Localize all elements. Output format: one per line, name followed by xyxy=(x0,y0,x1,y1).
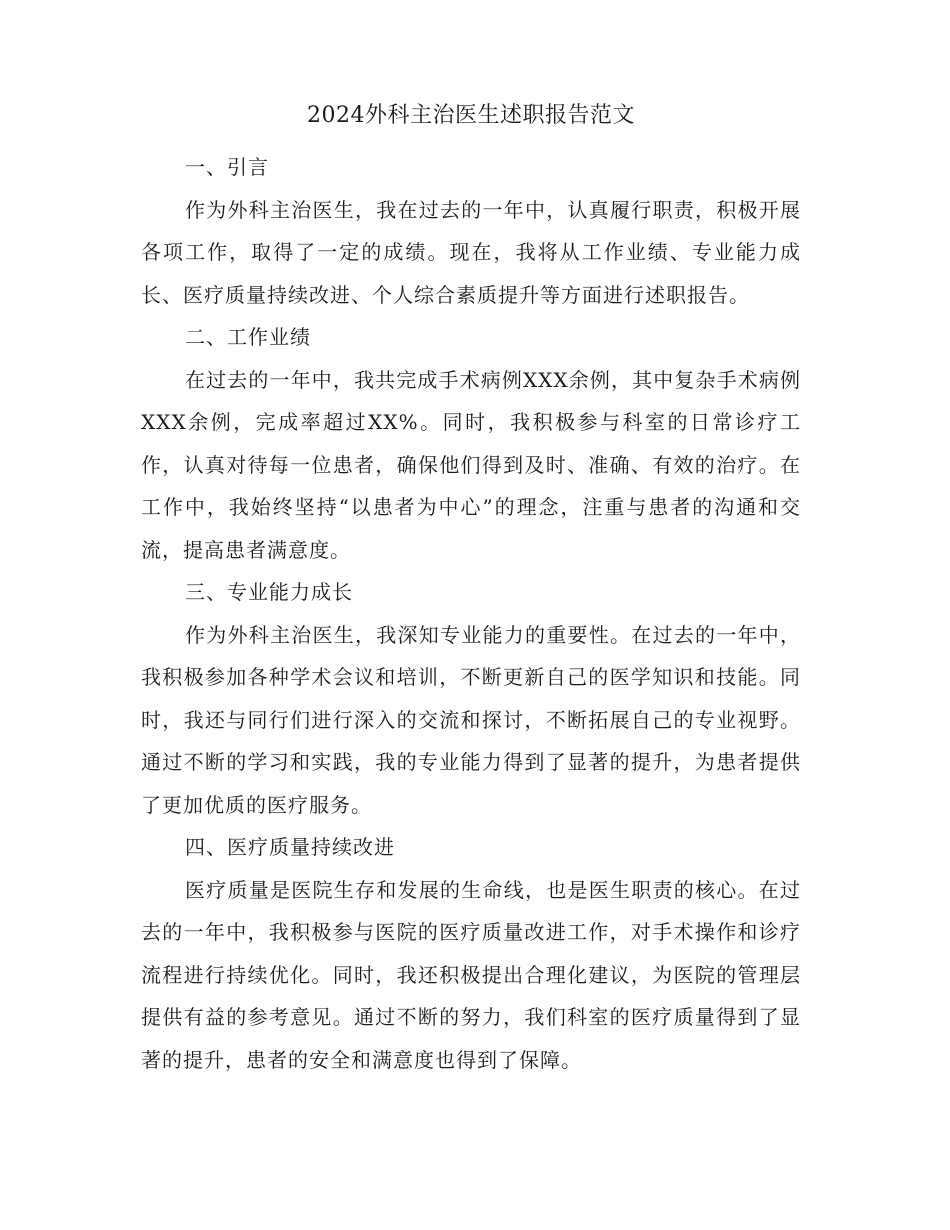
section-quality-improvement xyxy=(141,826,801,1081)
section-paragraph: 作为外科主治医生，我深知专业能力的重要性。在过去的一年中，我积极参加各种学术会议和培训，不断更新自己的医学知识和技能。同时，我还与同行们进行深入的交流和探讨，不断拓展自己的专业视野。通过不断的学习和实践，我的专业能力得到了显著的提升，为患者提供了更加优质的医疗服务。 xyxy=(141,622,801,817)
document-title: 2024外科主治医生述职报告范文 xyxy=(307,103,635,128)
document-page xyxy=(141,100,801,1081)
section-heading: 二、工作业绩 xyxy=(185,325,311,349)
section-heading: 一、引言 xyxy=(185,155,269,179)
section-paragraph: 作为外科主治医生，我在过去的一年中，认真履行职责，积极开展各项工作，取得了一定的成绩。现在，我将从工作业绩、专业能力成长、医疗质量持续改进、个人综合素质提升等方面进行述职报告。 xyxy=(141,197,801,307)
section-heading: 三、专业能力成长 xyxy=(185,580,353,604)
section-professional-growth xyxy=(141,571,801,826)
section-paragraph: 医疗质量是医院生存和发展的生命线，也是医生职责的核心。在过去的一年中，我积极参与医院的医疗质量改进工作，对手术操作和诊疗流程进行持续优化。同时，我还积极提出合理化建议，为医院的管理层提供有益的参考意见。通过不断的努力，我们科室的医疗质量得到了显著的提升，患者的安全和满意度也得到了保障。 xyxy=(141,877,801,1072)
section-heading: 四、医疗质量持续改进 xyxy=(185,835,395,859)
section-work-performance xyxy=(141,316,801,571)
section-introduction xyxy=(141,146,801,316)
section-paragraph: 在过去的一年中，我共完成手术病例XXX余例，其中复杂手术病例XXX余例，完成率超过XX%。同时，我积极参与科室的日常诊疗工作，认真对待每一位患者，确保他们得到及时、准确、有效的治疗。在工作中，我始终坚持“以患者为中心”的理念，注重与患者的沟通和交流，提高患者满意度。 xyxy=(141,367,801,562)
